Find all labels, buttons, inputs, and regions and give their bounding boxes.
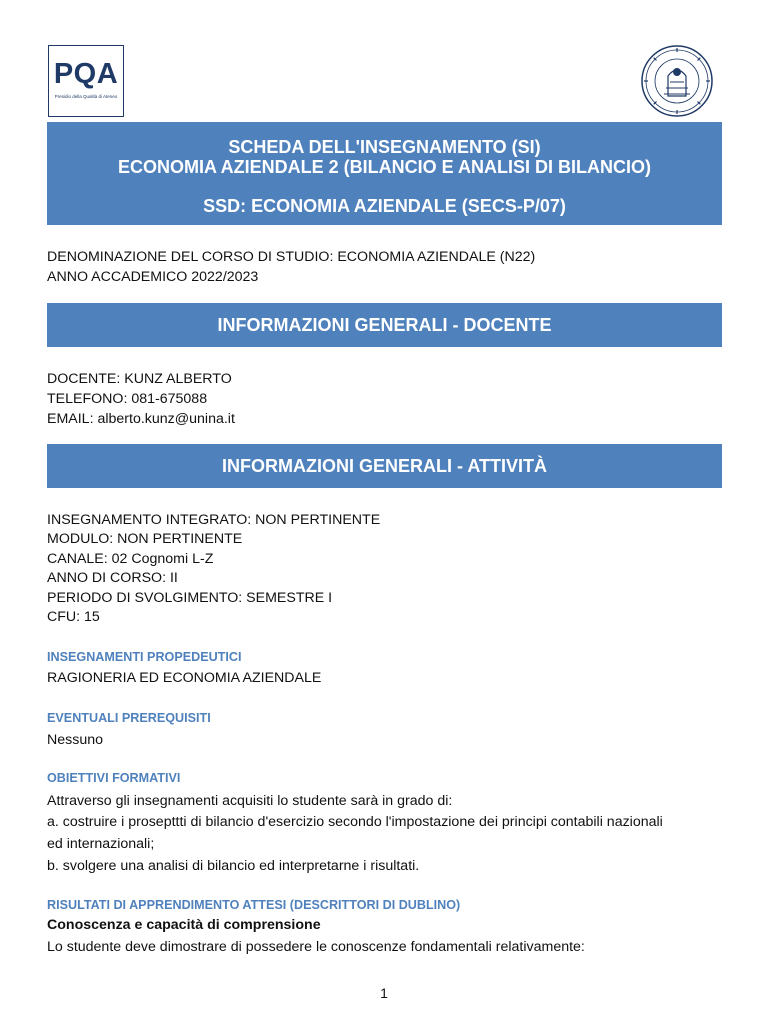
ssd-title: SSD: ECONOMIA AZIENDALE (SECS-P/07)	[203, 196, 566, 216]
heading-obiettivi: OBIETTIVI FORMATIVI	[47, 771, 181, 785]
obiettivi-intro: Attraverso gli insegnamenti acquisiti lo studente sarà in grado di:	[47, 793, 453, 809]
periodo-svolgimento: PERIODO DI SVOLGIMENTO: SEMESTRE I	[47, 590, 333, 606]
obiettivi-b: b. svolgere una analisi di bilancio ed interpretarne i risultati.	[47, 858, 420, 874]
page-number: 1	[380, 985, 388, 1001]
docente-name: DOCENTE: KUNZ ALBERTO	[47, 371, 232, 387]
risultati-text: Lo studente deve dimostrare di possedere le conoscenze fondamentali relativamente:	[47, 939, 585, 955]
pqa-logo-caption: Presidio della Qualità di Ateneo	[54, 94, 118, 99]
propedeutici-text: RAGIONERIA ED ECONOMIA AZIENDALE	[47, 670, 322, 686]
modulo: MODULO: NON PERTINENTE	[47, 531, 243, 547]
docente-phone: TELEFONO: 081-675088	[47, 391, 208, 407]
title-banner	[47, 122, 722, 225]
pqa-logo	[48, 45, 124, 117]
risultati-subheading: Conoscenza e capacità di comprensione	[47, 917, 321, 933]
section-header-docente: INFORMAZIONI GENERALI - DOCENTE	[47, 303, 722, 347]
pqa-logo-mark: PQA	[53, 58, 119, 90]
cfu: CFU: 15	[47, 609, 100, 625]
insegnamento-integrato: INSEGNAMENTO INTEGRATO: NON PERTINENTE	[47, 512, 381, 528]
canale: CANALE: 02 Cognomi L-Z	[47, 551, 214, 567]
course-denomination: DENOMINAZIONE DEL CORSO DI STUDIO: ECONOMIA AZIENDALE (N22)	[47, 249, 536, 265]
obiettivi-a-line2: ed internazionali;	[47, 836, 155, 852]
obiettivi-a-line1: a. costruire i prosepttti di bilancio d'esercizio secondo l'impostazione dei principi contabili nazionali	[47, 814, 663, 830]
heading-prerequisiti: EVENTUALI PREREQUISITI	[47, 711, 211, 725]
heading-propedeutici: INSEGNAMENTI PROPEDEUTICI	[47, 650, 242, 664]
course-title: ECONOMIA AZIENDALE 2 (BILANCIO E ANALISI DI BILANCIO)	[118, 157, 651, 177]
prerequisiti-text: Nessuno	[47, 732, 103, 748]
academic-year: ANNO ACCADEMICO 2022/2023	[47, 269, 259, 285]
university-seal-icon	[640, 44, 714, 118]
heading-risultati: RISULTATI DI APPRENDIMENTO ATTESI (DESCRITTORI DI DUBLINO)	[47, 898, 461, 912]
document-title: SCHEDA DELL'INSEGNAMENTO (SI)	[228, 137, 541, 157]
anno-di-corso: ANNO DI CORSO: II	[47, 570, 178, 586]
docente-email: EMAIL: alberto.kunz@unina.it	[47, 411, 235, 427]
section-header-attivita: INFORMAZIONI GENERALI - ATTIVITÀ	[47, 444, 722, 488]
